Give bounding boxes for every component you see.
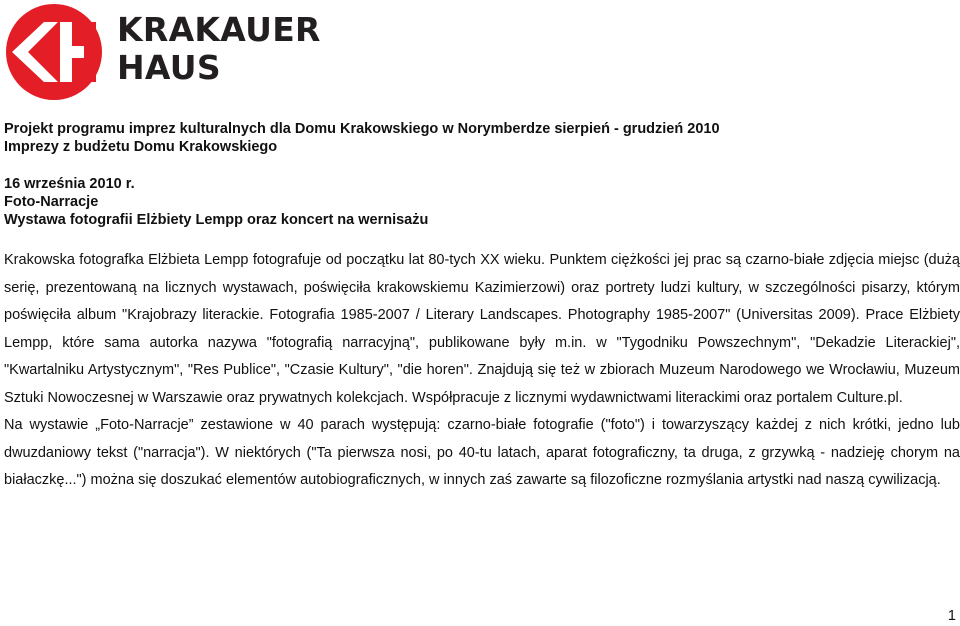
description-paragraph-2: Na wystawie „Foto-Narracje” zestawione w 40 parach występują: czarno-białe fotografie ("foto") i towarzyszący każdej z nich krótki, jedno lub dwuzdaniowy tekst ("narracja"). W niektórych ("Ta pierwsza nosi, po 40-tu latach, aparat fotograficzny, ta druga, z grzywką - nadzieję chorym na białaczkę...") można się doszukać elementów autobiograficznych, w innych zaś zawarte są filozoficzne rozmyślania artystki nad naszą cywilizacją. [4, 417, 960, 488]
logo-line-1: KRAKAUER [117, 10, 321, 49]
header-line-2: Imprezy z budżetu Domu Krakowskiego [4, 139, 278, 155]
event-description [4, 247, 960, 495]
krakauer-haus-logo [4, 2, 321, 102]
logo-line-2: HAUS [117, 48, 221, 87]
page-number: 1 [947, 608, 956, 624]
header-line-1: Projekt programu imprez kulturalnych dla Domu Krakowskiego w Norymberdze sierpień - grudzień 2010 [4, 121, 720, 137]
event-title: Foto-Narracje [4, 194, 99, 210]
event-subtitle: Wystawa fotografii Elżbiety Lempp oraz koncert na wernisażu [4, 212, 429, 228]
event-date: 16 września 2010 r. [4, 176, 135, 192]
description-paragraph-1: Krakowska fotografka Elżbieta Lempp fotografuje od początku lat 80-tych XX wieku. Punktem ciężkości jej prac są czarno-białe zdjęcia miejsc (dużą serię, prezentowaną na licznych wystawach, poświęciła krakowskiemu Kazimierzowi) oraz portrety ludzi kultury, w szczególności pisarzy, którym poświęciła album "Krajobrazy literackie. Fotografia 1985-2007 / Literary Landscapes. Photography 1985-2007" (Universitas 2009). Prace Elżbiety Lempp, które sama autorka nazywa "fotografią narracyjną", publikowane były m.in. w "Tygodniku Powszechnym", "Dekadzie Literackiej", "Kwartalniku Artystycznym", "Res Publice", "Czasie Kultury", "die horen". Znajdują się też w zbiorach Muzeum Narodowego we Wrocławiu, Muzeum Sztuki Nowoczesnej w Warszawie oraz prywatnych kolekcjach. Współpracuje z licznymi wydawnictwami literackimi oraz portalem Culture.pl. [4, 252, 960, 406]
krakauer-haus-logo-mark-icon [4, 2, 104, 102]
event-heading [4, 175, 954, 229]
document-header [4, 120, 954, 156]
logo-wordmark [117, 11, 321, 87]
